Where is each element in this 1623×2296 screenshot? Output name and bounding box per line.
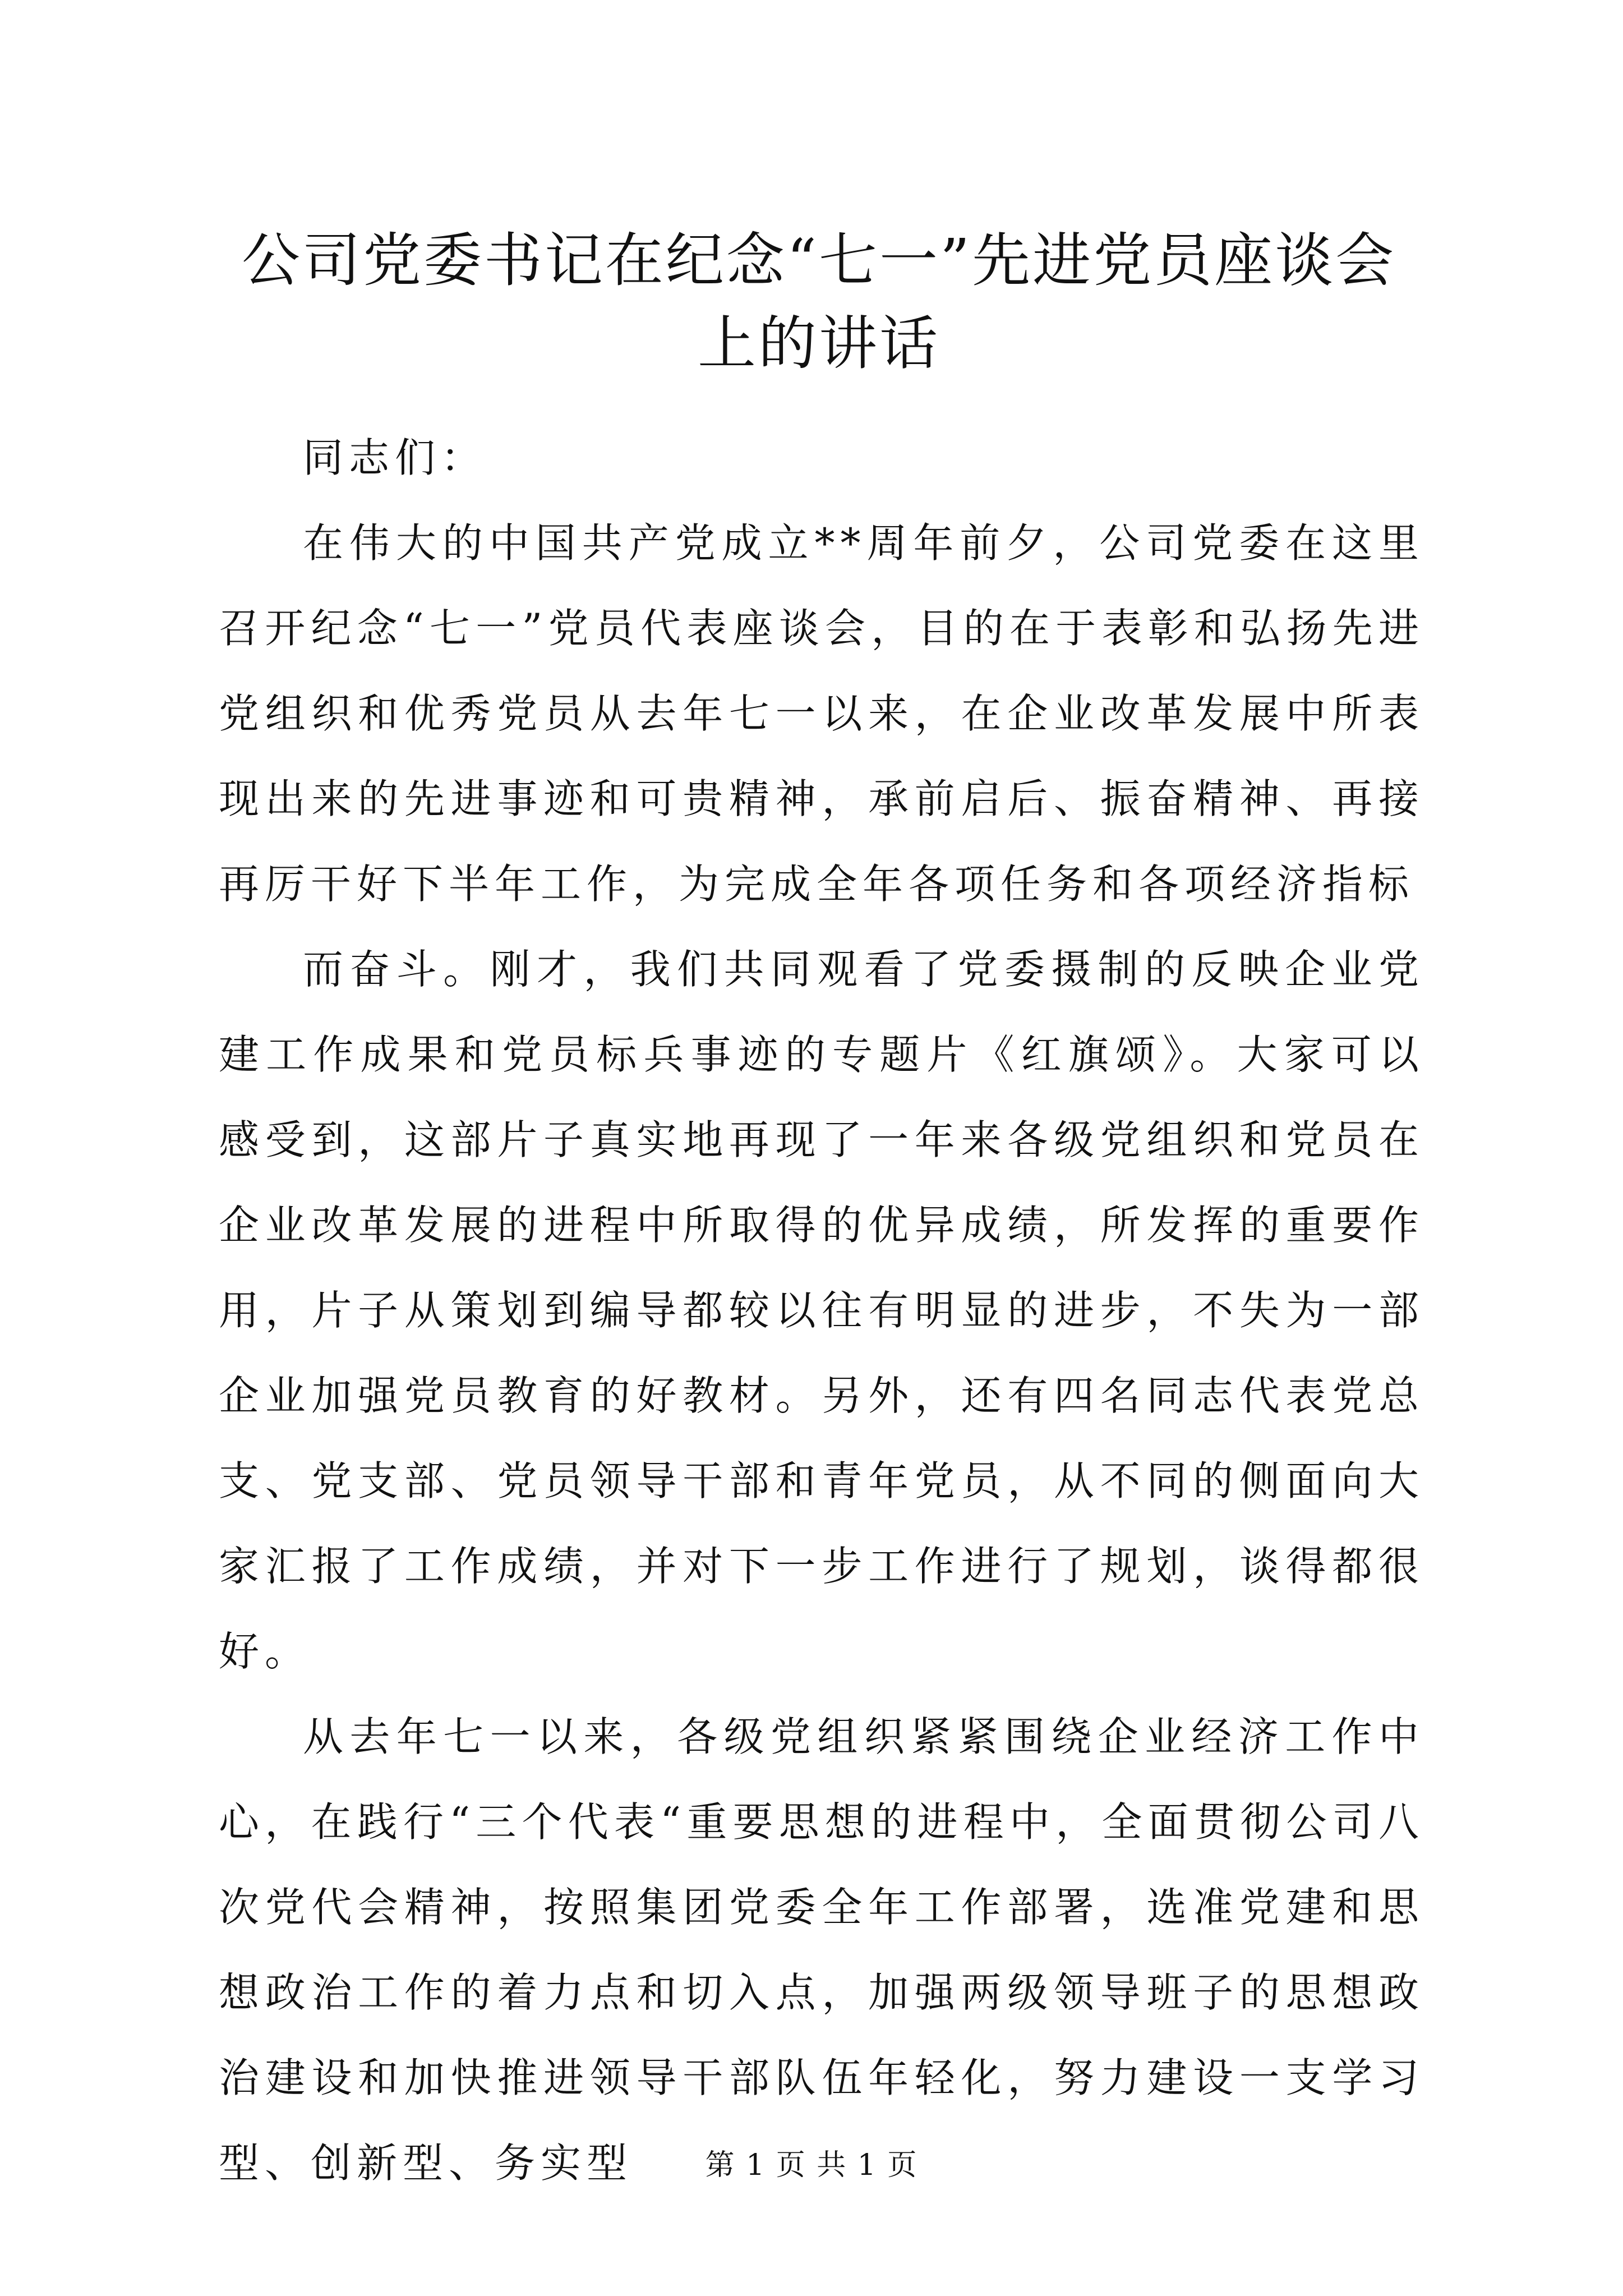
body-paragraph: 而奋斗。刚才，我们共同观看了党委摄制的反映企业党建工作成果和党员标兵事迹的专题片《红旗颂》。大家可以感受到，这部片子真实地再现了一年来各级党组织和党员在企业改革发展的进程中所取得的优异成绩，所发挥的重要作用，片子从策划到编导都较以往有明显的进步，不失为一部企业加强党员教育的好教材。另外，还有四名同志代表党总支、党支部、党员领导干部和青年党员，从不同的侧面向大家汇报了工作成绩，并对下一步工作进行了规划，谈得都很好。 bbox=[219, 946, 1424, 1675]
page-footer: 第 1 页 共 1 页 bbox=[705, 2148, 918, 2182]
document-title: 公司党委书记在纪念“七一”先进党员座谈会上的讲话 bbox=[241, 226, 1396, 378]
body-paragraph: 在伟大的中国共产党成立**周年前夕，公司党委在这里召开纪念“七一”党员代表座谈会，目的在于表彰和弘扬先进党组织和优秀党员从去年七一以来，在企业改革发展中所表现出来的先进事迹和可贵精神，承前启后、振奋精神、再接再厉干好下半年工作，为完成全年各项任务和各项经济指标 bbox=[219, 519, 1424, 908]
body-paragraph: 从去年七一以来，各级党组织紧紧围绕企业经济工作中心，在践行“三个代表“重要思想的进程中，全面贯彻公司八次党代会精神，按照集团党委全年工作部署，选准党建和思想政治工作的着力点和切入点，加强两级领导班子的思想政治建设和加快推进领导干部队伍年轻化，努力建设一支学习型、创新型、务实型 bbox=[219, 1713, 1424, 2187]
salutation-paragraph: 同志们： bbox=[303, 434, 487, 481]
document-body bbox=[219, 415, 1424, 2206]
